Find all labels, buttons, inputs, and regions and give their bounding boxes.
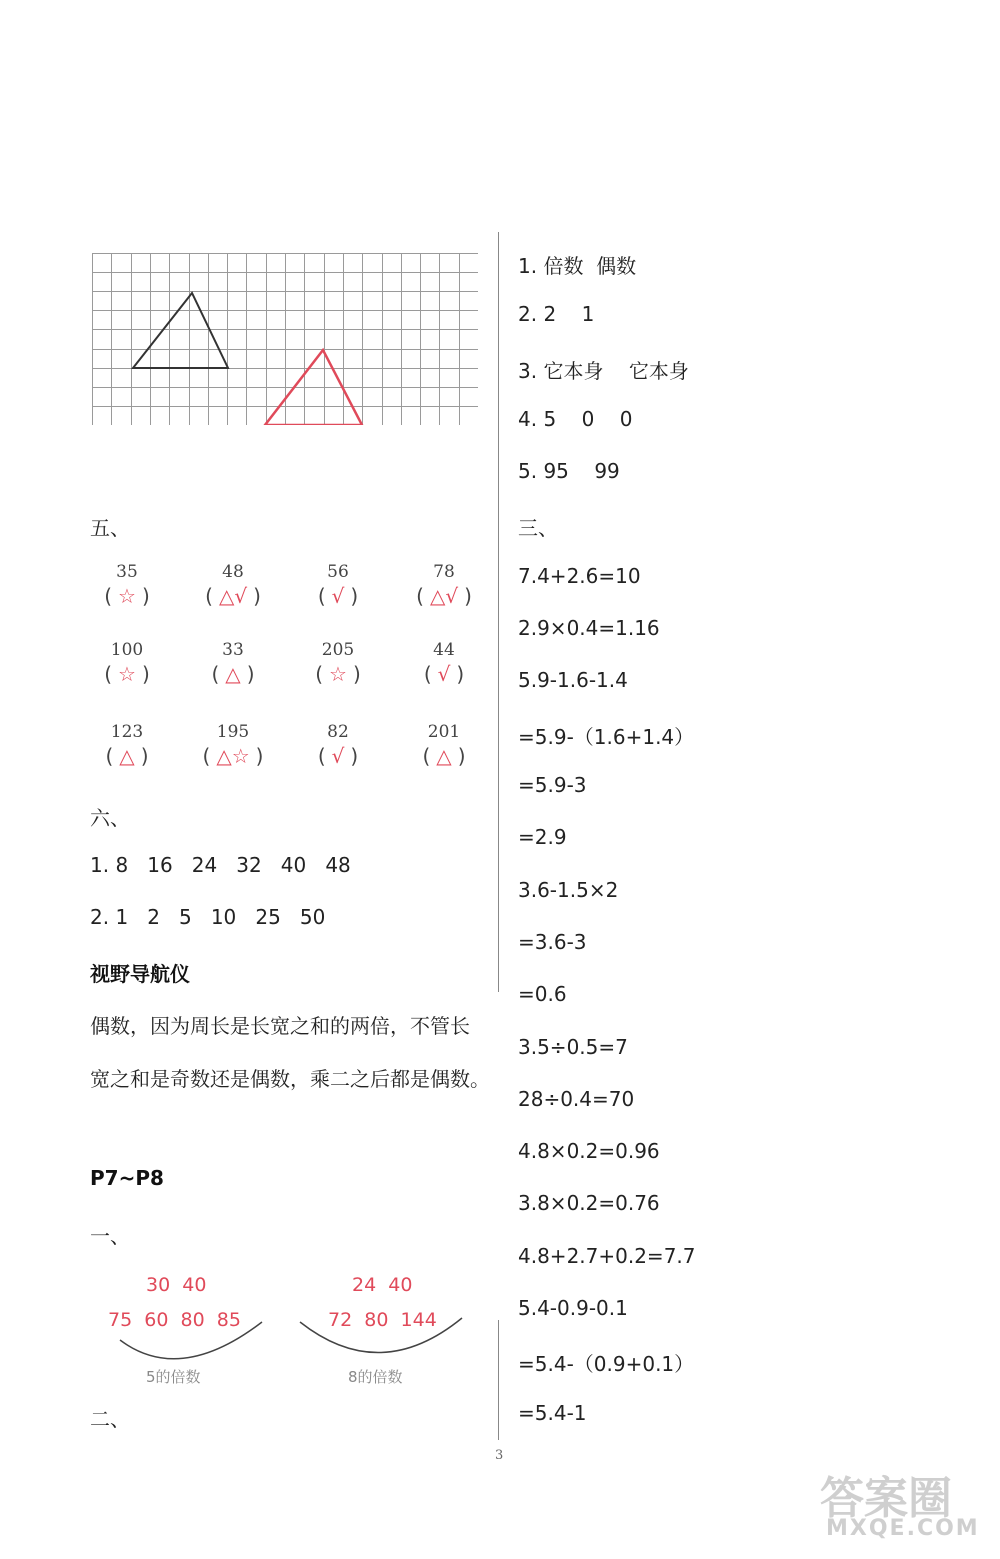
classification-mark bbox=[298, 744, 378, 768]
right-line: =5.9-（1.6+1.4） bbox=[518, 725, 695, 749]
paren-close: ) bbox=[350, 744, 359, 768]
paren-open: ( bbox=[211, 662, 220, 686]
number-value: 82 bbox=[327, 722, 349, 742]
paren-close: ) bbox=[352, 662, 361, 686]
paren-open: ( bbox=[416, 584, 424, 608]
paren-close: ) bbox=[141, 584, 150, 608]
vision-line-1: 偶数，因为周长是长宽之和的两倍，不管长 bbox=[90, 1014, 470, 1038]
right-line: 5.9-1.6-1.4 bbox=[518, 668, 628, 692]
number-value: 123 bbox=[110, 722, 144, 742]
right-line: =5.9-3 bbox=[518, 773, 587, 797]
set8-label: 8的倍数 bbox=[348, 1368, 403, 1386]
number-value: 48 bbox=[222, 562, 244, 582]
number-value: 205 bbox=[321, 640, 355, 660]
number-cell bbox=[87, 640, 167, 686]
mark-symbol: √ bbox=[331, 584, 345, 608]
page-number: 3 bbox=[495, 1448, 504, 1463]
column-divider-lower bbox=[498, 1320, 499, 1440]
number-value: 44 bbox=[433, 640, 455, 660]
set5-label: 5的倍数 bbox=[146, 1368, 201, 1386]
mark-symbol: △√ bbox=[429, 584, 459, 608]
mark-symbol: √ bbox=[331, 744, 345, 768]
vision-title: 视野导航仪 bbox=[90, 962, 190, 986]
six-line-1: 1. 8 16 24 32 40 48 bbox=[90, 853, 351, 877]
number-cell bbox=[404, 640, 484, 686]
right-line: =5.4-1 bbox=[518, 1401, 587, 1425]
number-cell bbox=[298, 640, 378, 686]
grid-figure bbox=[92, 253, 478, 425]
right-line: 三、 bbox=[518, 516, 558, 540]
set-arcs bbox=[90, 1310, 490, 1370]
mark-symbol: √ bbox=[437, 662, 451, 686]
right-line: 4.8×0.2=0.96 bbox=[518, 1139, 660, 1163]
right-line: 28÷0.4=70 bbox=[518, 1087, 635, 1111]
number-cell bbox=[404, 722, 484, 768]
number-cell bbox=[87, 722, 167, 768]
paren-open: ( bbox=[317, 744, 326, 768]
page-range-heading: P7~P8 bbox=[90, 1166, 164, 1190]
paren-close: ) bbox=[255, 744, 264, 768]
paren-open: ( bbox=[317, 584, 326, 608]
watermark-url: MXQE.COM bbox=[826, 1516, 980, 1541]
right-line: =2.9 bbox=[518, 825, 567, 849]
number-cell bbox=[193, 562, 273, 608]
classification-mark bbox=[404, 662, 484, 686]
number-value: 56 bbox=[327, 562, 349, 582]
right-line: 3.6-1.5×2 bbox=[518, 878, 619, 902]
right-line: 2.9×0.4=1.16 bbox=[518, 616, 660, 640]
number-cell bbox=[404, 562, 484, 608]
number-cell bbox=[87, 562, 167, 608]
classification-mark bbox=[87, 584, 167, 608]
watermark-logo: 答案圈 bbox=[820, 1473, 952, 1524]
paren-close: ) bbox=[140, 744, 149, 768]
right-line: 4. 5 0 0 bbox=[518, 407, 633, 431]
mark-symbol: ☆ bbox=[118, 662, 136, 686]
right-line: =0.6 bbox=[518, 982, 567, 1006]
black-triangle bbox=[133, 293, 228, 368]
paren-open: ( bbox=[202, 744, 211, 768]
classification-mark bbox=[87, 744, 167, 768]
section-six-label: 六、 bbox=[90, 806, 130, 830]
paren-close: ) bbox=[456, 662, 465, 686]
paren-close: ) bbox=[464, 584, 472, 608]
mark-symbol: ☆ bbox=[329, 662, 347, 686]
classification-mark bbox=[404, 584, 484, 608]
number-cell bbox=[193, 722, 273, 768]
column-divider bbox=[498, 232, 499, 992]
mark-symbol: ☆ bbox=[118, 584, 136, 608]
number-value: 195 bbox=[216, 722, 250, 742]
right-line: 3. 它本身 它本身 bbox=[518, 359, 689, 383]
right-line: 1. 倍数 偶数 bbox=[518, 254, 637, 278]
right-line: 4.8+2.7+0.2=7.7 bbox=[518, 1244, 696, 1268]
right-line: =3.6-3 bbox=[518, 930, 587, 954]
classification-mark bbox=[87, 662, 167, 686]
paren-open: ( bbox=[105, 744, 114, 768]
right-line: 3.5÷0.5=7 bbox=[518, 1035, 628, 1059]
paren-close: ) bbox=[253, 584, 261, 608]
set5-row1: 30 40 bbox=[146, 1274, 207, 1296]
mark-symbol: △ bbox=[436, 744, 452, 768]
number-value: 100 bbox=[110, 640, 144, 660]
right-line: =5.4-（0.9+0.1） bbox=[518, 1352, 695, 1376]
number-cell bbox=[298, 562, 378, 608]
paren-open: ( bbox=[104, 662, 113, 686]
paren-open: ( bbox=[422, 744, 431, 768]
right-line: 3.8×0.2=0.76 bbox=[518, 1191, 660, 1215]
classification-mark bbox=[193, 744, 273, 768]
classification-mark bbox=[298, 584, 378, 608]
number-value: 78 bbox=[433, 562, 455, 582]
classification-mark bbox=[298, 662, 378, 686]
mark-symbol: △ bbox=[225, 662, 241, 686]
right-line: 2. 2 1 bbox=[518, 302, 595, 326]
paren-open: ( bbox=[315, 662, 324, 686]
classification-mark bbox=[193, 662, 273, 686]
set8-row1: 24 40 bbox=[352, 1274, 413, 1296]
number-value: 33 bbox=[222, 640, 244, 660]
section-five-label: 五、 bbox=[90, 516, 130, 540]
right-line: 5. 95 99 bbox=[518, 459, 620, 483]
section-two-label: 二、 bbox=[90, 1407, 130, 1431]
paren-close: ) bbox=[457, 744, 466, 768]
number-cell bbox=[193, 640, 273, 686]
grid-svg bbox=[92, 253, 478, 425]
number-value: 201 bbox=[427, 722, 461, 742]
mark-symbol: △ bbox=[119, 744, 135, 768]
set8-row2: 72 80 144 bbox=[328, 1309, 437, 1331]
paren-open: ( bbox=[423, 662, 432, 686]
paren-close: ) bbox=[246, 662, 255, 686]
mark-symbol: △√ bbox=[218, 584, 248, 608]
number-cell bbox=[298, 722, 378, 768]
mark-symbol: △☆ bbox=[216, 744, 250, 768]
paren-close: ) bbox=[141, 662, 150, 686]
classification-mark bbox=[404, 744, 484, 768]
paren-open: ( bbox=[104, 584, 113, 608]
right-line: 5.4-0.9-0.1 bbox=[518, 1296, 628, 1320]
right-line: 7.4+2.6=10 bbox=[518, 564, 641, 588]
classification-mark bbox=[193, 584, 273, 608]
vision-line-2: 宽之和是奇数还是偶数，乘二之后都是偶数。 bbox=[90, 1067, 490, 1091]
paren-close: ) bbox=[350, 584, 359, 608]
section-one-label: 一、 bbox=[90, 1224, 130, 1248]
paren-open: ( bbox=[205, 584, 213, 608]
six-line-2: 2. 1 2 5 10 25 50 bbox=[90, 905, 326, 929]
number-value: 35 bbox=[116, 562, 138, 582]
set5-row2: 75 60 80 85 bbox=[108, 1309, 241, 1331]
